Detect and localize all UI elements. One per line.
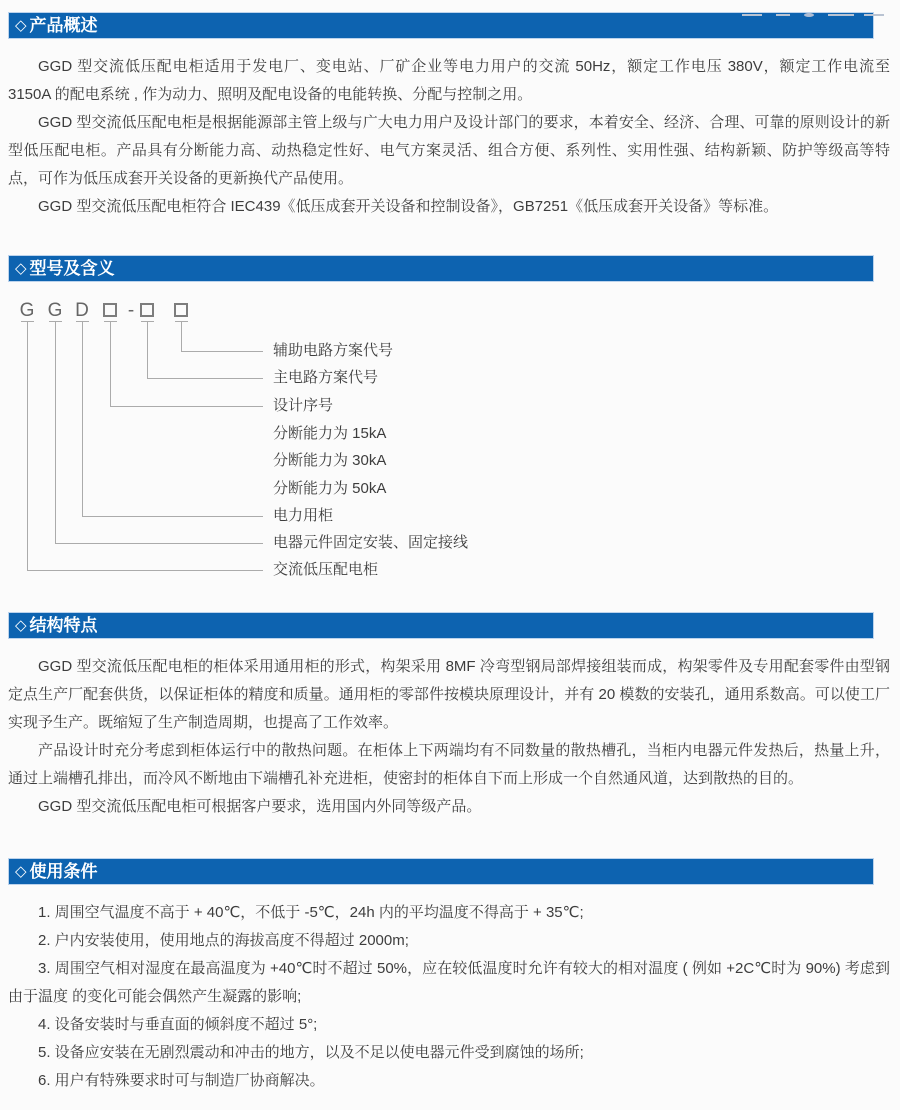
connector-vline — [55, 322, 56, 543]
connector-hline — [27, 570, 263, 571]
model-code-diagram — [0, 282, 900, 599]
clipped-header-text-fragment — [742, 12, 892, 18]
model-code-letter: G — [19, 300, 35, 321]
connector-hline — [181, 351, 263, 352]
diamond-icon: ◇ — [15, 863, 27, 880]
diagram-label: 分断能力为 15kA — [273, 425, 387, 442]
model-code-box — [174, 303, 188, 317]
diagram-label: 分断能力为 30kA — [273, 452, 387, 469]
diagram-label: 辅助电路方案代号 — [273, 342, 394, 359]
structure-paragraph-3: GGD 型交流低压配电柜可根据客户要求，选用国内外同等级产品。 — [38, 798, 482, 815]
section-title: 结构特点 — [29, 616, 98, 635]
overview-paragraph-3: GGD 型交流低压配电柜符合 IEC439《低压成套开关设备和控制设备》，GB7251《低压成套开关设备》等标准。 — [38, 198, 779, 215]
diamond-icon: ◇ — [15, 260, 27, 277]
overview-paragraph-1: GGD 型交流低压配电柜适用于发电厂、变电站、厂矿企业等电力用户的交流 50Hz，额定工作电压 380V，额定工作电流至 3150A 的配电系统 , 作为动力、照明及配电设备的电能转换、分配与控制之用。 — [8, 58, 890, 103]
section-header-service-conditions — [8, 858, 874, 885]
diagram-label: 分断能力为 50kA — [273, 480, 387, 497]
connector-hline — [55, 543, 263, 544]
model-code-box — [103, 303, 117, 317]
diagram-label: 电力用柜 — [273, 507, 334, 524]
connector-vline — [82, 322, 83, 516]
overview-body — [8, 53, 890, 221]
connector-hline — [82, 516, 263, 517]
overview-paragraph-2: GGD 型交流低压配电柜是根据能源部主管上级与广大电力用户及设计部门的要求，本着安全、经济、合理、可靠的原则设计的新型低压配电柜。产品具有分断能力高、动热稳定性好、电气方案灵活、组合方便、系列性、实用性强、结构新颖、防护等级高等特点，可作为低压成套开关设备的更新换代产品使用。 — [8, 114, 890, 187]
model-code-letter: D — [75, 300, 89, 321]
diagram-label: 主电路方案代号 — [273, 369, 379, 386]
condition-item-2: 2. 户内安装使用，使用地点的海拔高度不得超过 2000m; — [38, 932, 409, 949]
catalog-page — [0, 12, 900, 1110]
structure-paragraph-2: 产品设计时充分考虑到柜体运行中的散热问题。在柜体上下两端均有不同数量的散热槽孔，当柜内电器元件发热后，热量上升，通过上端槽孔排出，而冷风不断地由下端槽孔补充进柜，使密封的柜体自下而上形成一个自然通风道，达到散热的目的。 — [8, 742, 890, 787]
connector-hline — [147, 378, 263, 379]
diagram-label: 交流低压配电柜 — [273, 561, 379, 578]
condition-item-4: 4. 设备安装时与垂直面的倾斜度不超过 5°; — [38, 1016, 318, 1033]
connector-vline — [147, 322, 148, 378]
model-code-dash: - — [127, 300, 135, 321]
structure-body — [8, 653, 890, 821]
connector-hline — [110, 406, 263, 407]
model-code-letter: G — [47, 300, 63, 321]
section-title: 型号及含义 — [29, 259, 115, 278]
condition-item-1: 1. 周围空气温度不高于 + 40℃，不低于 -5℃，24h 内的平均温度不得高于 + 35℃; — [38, 904, 584, 921]
diagram-label: 电器元件固定安装、固定接线 — [273, 534, 469, 551]
structure-paragraph-1: GGD 型交流低压配电柜的柜体采用通用柜的形式，构架采用 8MF 冷弯型钢局部焊接组装而成，构架零件及专用配套零件由型钢定点生产厂配套供货，以保证柜体的精度和质量。通用柜的零部件按模块原理设计，并有 20 模数的安装孔，通用系数高。可以使工厂实现予生产。既缩短了生产制造周期，也提高了工作效率。 — [8, 658, 890, 731]
diagram-label: 设计序号 — [273, 397, 334, 414]
connector-vline — [181, 322, 182, 351]
condition-item-3: 3. 周围空气相对湿度在最高温度为 +40℃时不超过 50%，应在较低温度时允许有较大的相对温度 ( 例如 +2C℃时为 90%) 考虑到由于温度 的变化可能会偶然产生凝露的影响; — [8, 960, 890, 1005]
diamond-icon: ◇ — [15, 17, 27, 34]
model-code-box — [140, 303, 154, 317]
connector-vline — [110, 322, 111, 406]
section-title: 使用条件 — [29, 862, 98, 881]
condition-item-6: 6. 用户有特殊要求时可与制造厂协商解决。 — [38, 1072, 325, 1089]
service-conditions-list — [8, 899, 890, 1095]
section-header-structure-features — [8, 612, 874, 639]
diamond-icon: ◇ — [15, 617, 27, 634]
section-header-model-meaning — [8, 255, 874, 282]
connector-vline — [27, 322, 28, 570]
section-title: 产品概述 — [29, 16, 98, 35]
condition-item-5: 5. 设备应安装在无剧烈震动和冲击的地方，以及不足以使电器元件受到腐蚀的场所; — [38, 1044, 584, 1061]
